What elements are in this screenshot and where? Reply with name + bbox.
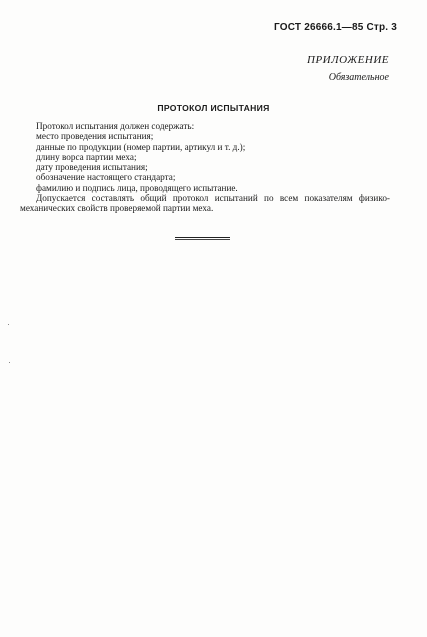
body-intro: Протокол испытания должен содержать: <box>36 121 195 131</box>
list-item: дату проведения испытания; <box>36 162 148 173</box>
list-item: длину ворса партии меха; <box>36 151 137 162</box>
section-title: ПРОТОКОЛ ИСПЫТАНИЯ <box>157 103 270 113</box>
list-item: фамилию и подпись лица, проводящего испытание. <box>36 182 238 193</box>
scan-speck <box>8 324 9 325</box>
list-item: обозначение настоящего стандарта; <box>36 172 176 183</box>
end-divider-secondary <box>175 239 230 240</box>
list-item: данные по продукции (номер партии, артикул и т. д.); <box>36 141 246 152</box>
scan-speck <box>9 362 10 363</box>
appendix-subtitle: Обязательное <box>328 72 389 83</box>
end-divider <box>175 237 230 238</box>
body-note: Допускается составлять общий протокол испытаний по всем показателям физико-механических свойств проверяемой партии меха. <box>20 193 390 214</box>
appendix-title: ПРИЛОЖЕНИЕ <box>307 54 389 66</box>
list-item: место проведения испытания; <box>36 131 154 142</box>
document-body <box>20 121 390 214</box>
appendix-label <box>307 52 389 86</box>
standard-reference-header: ГОСТ 26666.1—85 Стр. 3 <box>274 22 397 33</box>
